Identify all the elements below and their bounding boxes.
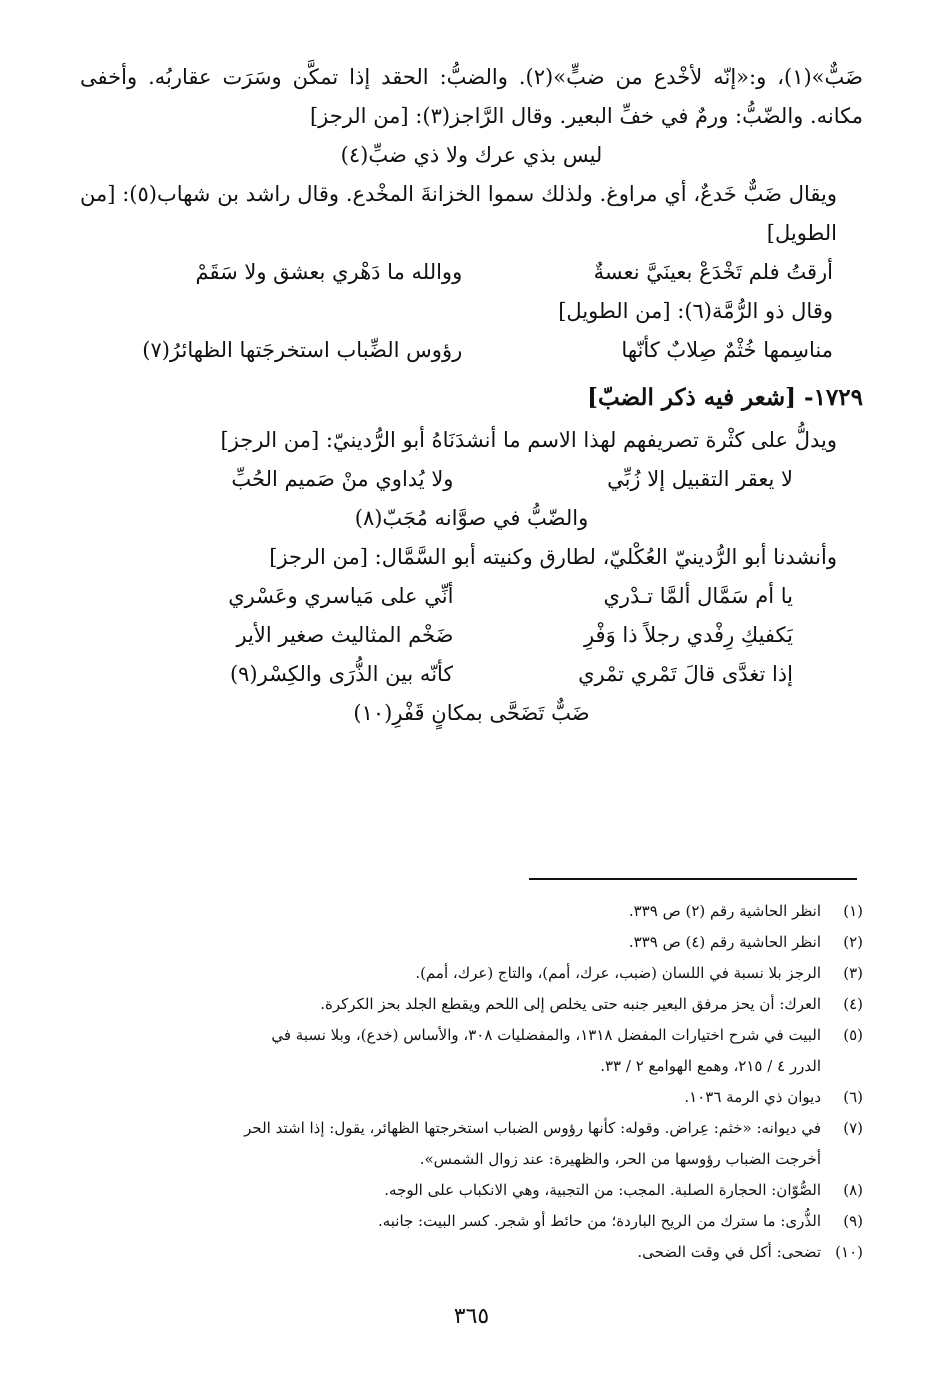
footnote-text: ديوان ذي الرمة ١٠٣٦. (684, 1088, 821, 1106)
footnote-number: (٣) (843, 964, 863, 982)
footnote (80, 1175, 863, 1206)
footnote-text: الرجز بلا نسبة في اللسان (ضبب، عرك، أمم)، والتاج (عرك، أمم). (415, 964, 821, 982)
hemistich-first: إذا تغدَّى قالَ تَمْري تمْري (578, 662, 793, 686)
footnotes (80, 896, 863, 1268)
footnote-text: البيت في شرح اختيارات المفضل ١٣١٨، والمفضليات ٣٠٨، والأساس (خدع)، وبلا نسبة في (271, 1026, 821, 1044)
footnote-number: (٢) (843, 933, 863, 951)
verse-single-2: والضّبُّ في صوَّانه مُجَبّ(٨) (354, 506, 589, 530)
main-text (80, 58, 863, 733)
footnote-number: (٥) (843, 1026, 863, 1044)
paragraph-3: وقال ذو الرُّمَّة(٦): [من الطويل] (558, 299, 833, 323)
verse-single-3: ضَبٌّ تَضَحَّى بمكانٍ قَفْرِ(١٠) (353, 701, 590, 725)
footnote-continuation: الدرر ٤ / ٢١٥، وهمع الهوامع ٢ / ٣٣. (600, 1057, 821, 1075)
rajaz-line-1 (80, 577, 863, 616)
hemistich-second: ووالله ما دَهْري بعشق ولا سَقَمْ (195, 260, 463, 284)
hemistich-first: يَكفيكِ رِفْدي رجلاً ذا وَفْرِ (583, 623, 793, 647)
footnote-text: الصُّوّان: الحجارة الصلبة. المجب: من التجبية، وهي الانكباب على الوجه. (384, 1181, 821, 1199)
paragraph-2: ويقال ضَبٌّ خَدعٌ، أي مراوغ. ولذلك سموا الخزانةَ المخْدع. وقال راشد بن شهاب(٥): [من الطويل] (80, 182, 837, 245)
hemistich-first: أرقتُ فلم تَخْدَعْ بعينَيَّ نعسةٌ (593, 260, 833, 284)
hemistich-first: لا يعقر التقبيل إلا زُبِّي (607, 467, 793, 491)
hemistich-second: ولا يُداوي منْ صَميم الحُبِّ (231, 467, 454, 491)
hemistich-second: رؤوس الضِّباب استخرجَتها الظهائرُ(٧) (142, 338, 463, 362)
rajaz-line-3 (80, 655, 863, 694)
paragraph-4: ويدلُّ على كثْرة تصريفهم لهذا الاسم ما أنشدَنَاهُ أبو الرُّدينيّ: [من الرجز] (220, 428, 837, 452)
rajaz-line-2 (80, 616, 863, 655)
footnote (80, 989, 863, 1020)
footnote-number: (٩) (843, 1212, 863, 1230)
footnote-number: (٨) (843, 1181, 863, 1199)
footnote-text: العرك: أن يحز مرفق البعير جنبه حتى يخلص إلى اللحم ويقطع الجلد بحز الكركرة. (320, 995, 821, 1013)
footnote (80, 1237, 863, 1268)
footnote-text: الذُّرى: ما سترك من الريح الباردة؛ من حائط أو شجر. كسر البيت: جانبه. (377, 1212, 821, 1230)
footnote-text: في ديوانه: «خثم: عِراض. وقوله: كأنها رؤوس الضباب استخرجتها الظهائر، يقول: إذا اشتد الحر (244, 1119, 821, 1137)
hemistich-second: كأنّه بين الذُّرَى والكِسْر(٩) (229, 662, 454, 686)
footnote (80, 927, 863, 958)
hemistich-first: مناسِمها خُثْمٌ صِلابٌ كأنّها (621, 338, 833, 362)
verse-rudaini (80, 460, 863, 499)
footnote-continuation: أخرجت الضباب رؤوسها من الحر، والظهيرة: عند زوال الشمس». (419, 1150, 821, 1168)
section-heading: ١٧٢٩- [شعر فيه ذكر الضبّ] (587, 384, 863, 411)
footnote-number: (٤) (843, 995, 863, 1013)
footnote (80, 1082, 863, 1113)
footnote (80, 1113, 863, 1175)
footnote-divider (529, 878, 857, 880)
verse-single-1: ليس بذي عرك ولا ذي ضبِّ(٤) (340, 143, 603, 167)
footnote-number: (١٠) (835, 1243, 863, 1261)
footnote-text: انظر الحاشية رقم (٢) ص ٣٣٩. (628, 902, 821, 920)
footnote-number: (٦) (843, 1088, 863, 1106)
footnote-number: (٧) (843, 1119, 863, 1137)
paragraph-1: ضَبٌّ»(١)، و:«إنّه لأخْدع من ضبٍّ»(٢). والضبُّ: الحقد إذا تمكَّن وسَرَت عقاربُه. وأخفى مكانه. والضّبُّ: ورمٌ في خفِّ البعير. وقال الرَّاجز(٣): [من الرجز] (80, 65, 863, 128)
footnote-text: انظر الحاشية رقم (٤) ص ٣٣٩. (628, 933, 821, 951)
footnote (80, 896, 863, 927)
paragraph-5: وأنشدنا أبو الرُّدينيّ العُكْليّ، لطارق وكنيته أبو السَّمَّال: [من الرجز] (269, 545, 837, 569)
footnote-number: (١) (843, 902, 863, 920)
hemistich-first: يا أم سَمَّال ألمَّا تـدْري (603, 584, 793, 608)
footnote-text: تضحى: أكل في وقت الضحى. (637, 1243, 821, 1261)
hemistich-second: أنِّي على مَياسري وعَسْري (228, 584, 454, 608)
footnote (80, 1020, 863, 1082)
page-number: ٣٦٥ (453, 1304, 490, 1329)
hemistich-second: ضَخْم المثاليث صغير الأير (236, 623, 454, 647)
footnote (80, 1206, 863, 1237)
verse-rashid (80, 253, 863, 292)
verse-rumma (80, 331, 863, 370)
footnote (80, 958, 863, 989)
